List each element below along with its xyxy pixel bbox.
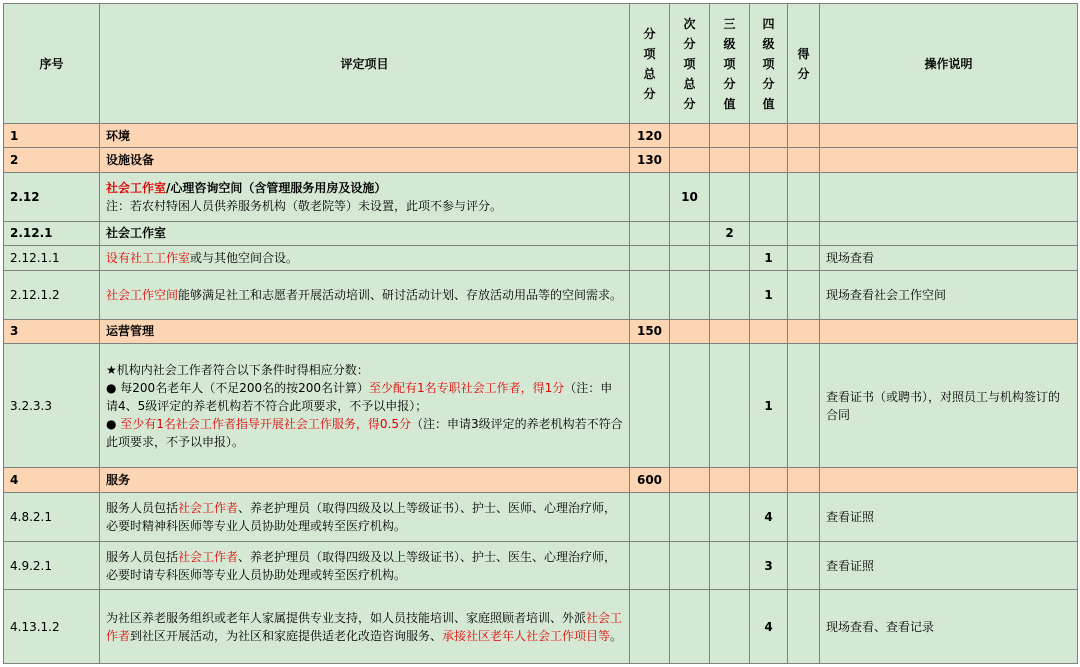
table-row	[4, 492, 1078, 541]
evaluation-table	[3, 3, 1078, 664]
highlight-text: 社会工作空间	[106, 287, 179, 302]
table-row	[4, 221, 1078, 245]
table-row	[4, 468, 1078, 492]
row-seq: 4	[4, 468, 100, 492]
row-level4: 3	[750, 541, 788, 590]
row-seq: 2	[4, 148, 100, 172]
row-item: 服务人员包括社会工作者、养老护理员（取得四级及以上等级证书）、护士、医生、心理治疗师，必要时请专科医师等专业人员协助处理或转至医疗机构。	[100, 541, 630, 590]
header-sub-total: 次分项总分	[670, 4, 710, 124]
highlight-text: 社会工作者	[178, 500, 239, 515]
row-seq: 4.13.1.2	[4, 590, 100, 664]
item-text: 能够满足社工和志愿者开展活动培训、研讨活动计划、存放活动用品等的空间需求。	[178, 287, 623, 302]
highlight-text: 社会工作室	[106, 180, 167, 195]
row-item: 运营管理	[100, 319, 630, 343]
row-notes: 现场查看、查看记录	[820, 590, 1078, 664]
item-text: /心理咨询空间（含管理服务用房及设施）	[166, 180, 387, 195]
table-row	[4, 541, 1078, 590]
table-row	[4, 148, 1078, 172]
row-item: 环境	[100, 124, 630, 148]
header-notes: 操作说明	[820, 4, 1078, 124]
row-level4: 4	[750, 492, 788, 541]
table-row	[4, 124, 1078, 148]
row-item	[100, 343, 630, 467]
row-seq: 4.9.2.1	[4, 541, 100, 590]
row-level3: 2	[710, 221, 750, 245]
table-row	[4, 319, 1078, 343]
header-item: 评定项目	[100, 4, 630, 124]
table-row	[4, 270, 1078, 319]
row-seq: 4.8.2.1	[4, 492, 100, 541]
row-total: 150	[630, 319, 670, 343]
row-item	[100, 172, 630, 221]
row-item: 社会工作室	[100, 221, 630, 245]
highlight-text: 社会工作者	[178, 549, 239, 564]
header-seq: 序号	[4, 4, 100, 124]
row-item	[100, 246, 630, 270]
row-notes: 查看证照	[820, 492, 1078, 541]
row-level4: 1	[750, 270, 788, 319]
row-sub-total: 10	[670, 172, 710, 221]
row-seq: 2.12.1	[4, 221, 100, 245]
table-row	[4, 172, 1078, 221]
row-item: 服务	[100, 468, 630, 492]
row-seq: 2.12	[4, 172, 100, 221]
header-score: 得分	[788, 4, 820, 124]
header-level4: 四级项分值	[750, 4, 788, 124]
header-total: 分项总分	[630, 4, 670, 124]
row-level4: 1	[750, 343, 788, 467]
criteria-bullet-2: ● 至少有1名社会工作者指导开展社会工作服务，得0.5分（注：申请3级评定的养老机构若不符合此项要求，不予以申报）。	[106, 416, 623, 449]
criteria-bullet-1: ● 每200名老年人（不足200名的按200名计算）至少配有1名专职社会工作者，得1分（注：申请4、5级评定的养老机构若不符合此项要求，不予以申报）；	[106, 380, 613, 413]
row-total: 600	[630, 468, 670, 492]
highlight-text: 承接社区老年人社会工作项目等	[442, 628, 611, 643]
row-notes: 现场查看	[820, 246, 1078, 270]
row-seq: 3.2.3.3	[4, 343, 100, 467]
header-level3: 三级项分值	[710, 4, 750, 124]
row-seq: 2.12.1.1	[4, 246, 100, 270]
row-item: 服务人员包括社会工作者、养老护理员（取得四级及以上等级证书）、护士、医师、心理治疗师，必要时精神科医师等专业人员协助处理或转至医疗机构。	[100, 492, 630, 541]
row-level4: 1	[750, 246, 788, 270]
row-seq: 1	[4, 124, 100, 148]
criteria-intro: ★机构内社会工作者符合以下条件时得相应分数：	[106, 362, 369, 377]
row-total: 120	[630, 124, 670, 148]
item-text: 或与其他空间合设。	[190, 250, 299, 265]
highlight-text: 设有社工工作室	[106, 250, 191, 265]
table-row	[4, 343, 1078, 467]
row-note: 注：若农村特困人员供养服务机构（敬老院等）未设置，此项不参与评分。	[106, 198, 503, 213]
row-item: 设施设备	[100, 148, 630, 172]
table-row	[4, 590, 1078, 664]
header-row	[4, 4, 1078, 124]
row-seq: 2.12.1.2	[4, 270, 100, 319]
row-total: 130	[630, 148, 670, 172]
highlight-text: 社会工作者	[106, 610, 623, 643]
row-notes: 查看证照	[820, 541, 1078, 590]
row-notes: 现场查看社会工作空间	[820, 270, 1078, 319]
row-notes: 查看证书（或聘书），对照员工与机构签订的合同	[820, 343, 1078, 467]
row-seq: 3	[4, 319, 100, 343]
row-item	[100, 270, 630, 319]
row-item: 为社区养老服务组织或老年人家属提供专业支持，如人员技能培训、家庭照顾者培训、外派社会工作者到社区开展活动，为社区和家庭提供适老化改造咨询服务、承接社区老年人社会工作项目等。	[100, 590, 630, 664]
table-row	[4, 246, 1078, 270]
row-level4: 4	[750, 590, 788, 664]
